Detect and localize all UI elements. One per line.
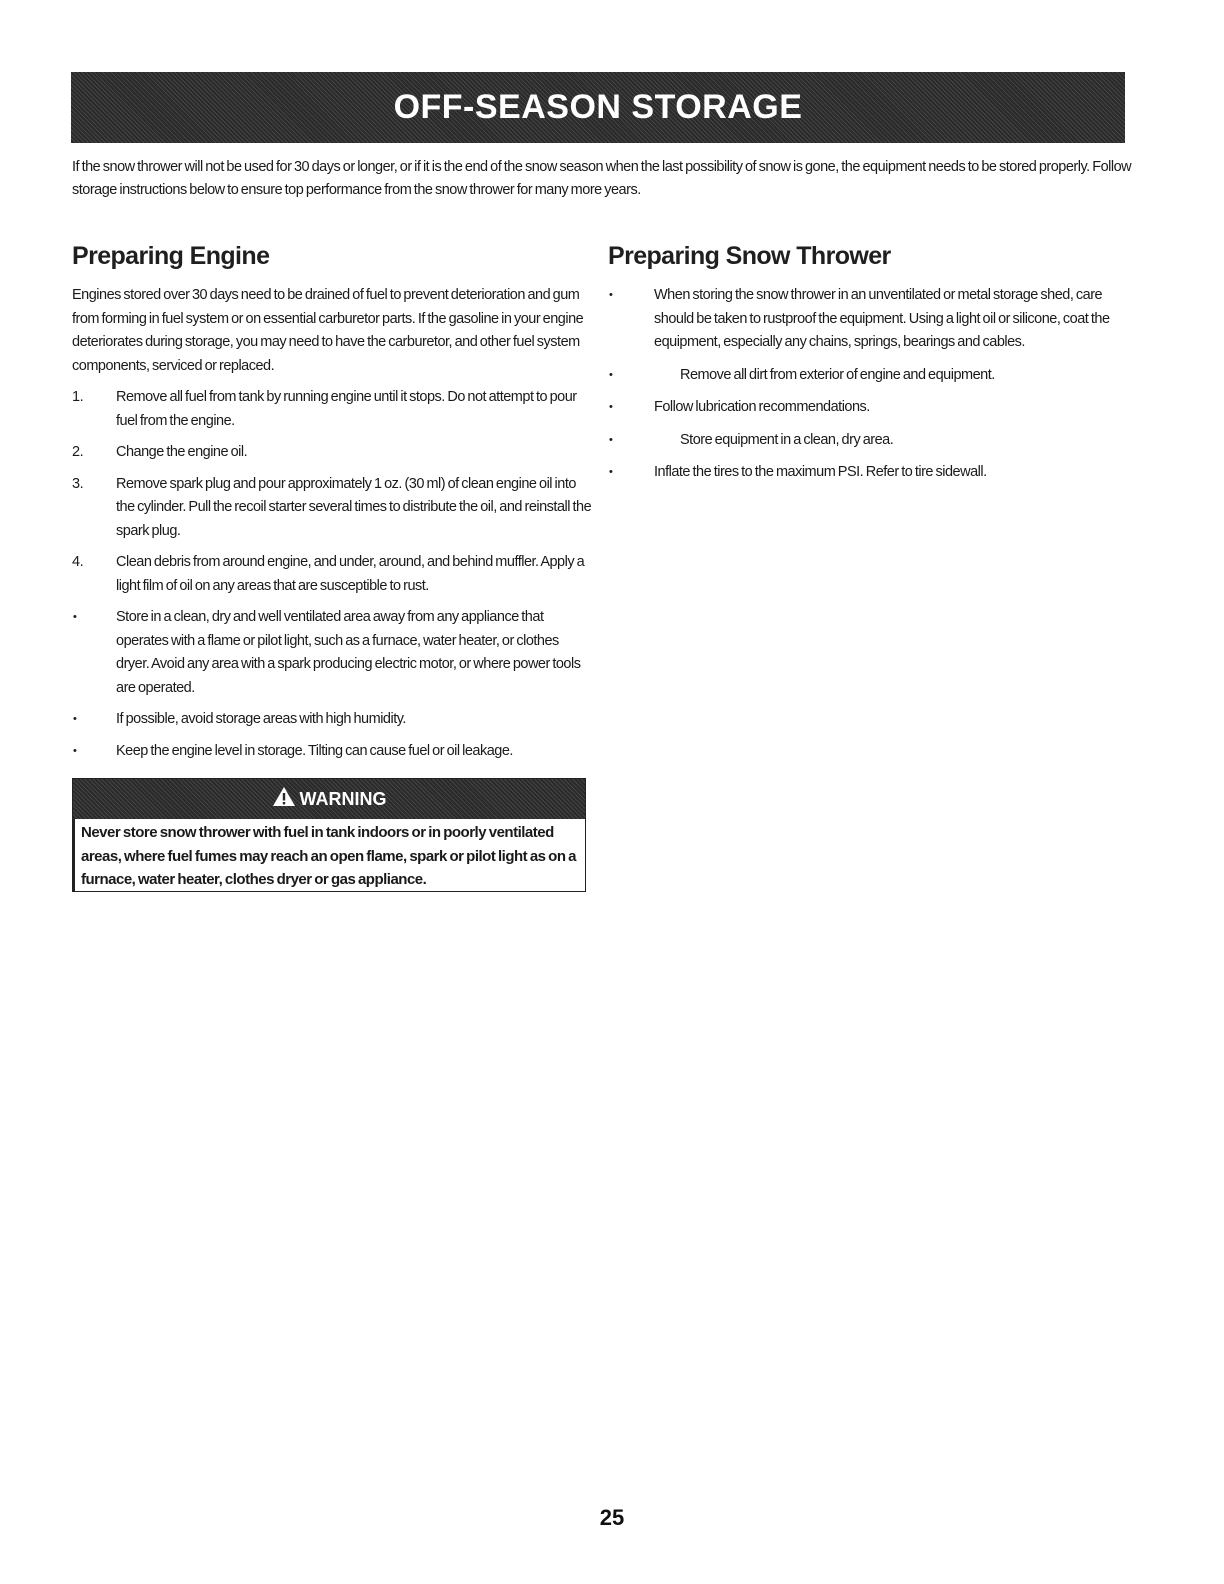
warning-triangle-icon [272, 786, 296, 812]
page-number: 25 [599, 1505, 625, 1530]
list-item [608, 461, 1124, 485]
list-marker: 2. [72, 444, 84, 460]
preparing-snow-thrower-section [608, 240, 1124, 494]
list-item-text: Follow lubrication recommendations. [654, 399, 870, 415]
list-marker: • [609, 289, 613, 301]
list-item [72, 551, 592, 598]
list-item [72, 473, 592, 544]
intro-paragraph: If the snow thrower will not be used for 30 days or longer, or if it is the end of the snow season when the last possibility of snow is gone, the equipment needs to be stored properly. Follow storage instructions below to ensure top performance from the snow thrower for many more years. [72, 159, 1132, 198]
list-item-text: Keep the engine level in storage. Tilting can cause fuel or oil leakage. [116, 742, 513, 759]
list-item-text: Change the engine oil. [116, 444, 248, 460]
list-item [72, 606, 592, 700]
preparing-engine-heading: Preparing Engine [72, 242, 270, 270]
section-title: OFF-SEASON STORAGE [393, 88, 803, 126]
list-item [72, 441, 592, 465]
list-marker: • [609, 368, 613, 381]
list-item [72, 386, 592, 433]
list-marker: 3. [72, 475, 84, 492]
section-banner [71, 72, 1125, 143]
list-marker: • [73, 744, 77, 757]
preparing-engine-section [72, 240, 592, 771]
list-item [72, 740, 592, 764]
list-marker: • [609, 401, 613, 413]
list-marker: • [73, 713, 77, 725]
warning-header [73, 779, 585, 819]
list-marker: • [609, 433, 613, 446]
list-item-text: Remove all fuel from tank by running engine until it stops. Do not attempt to pour fuel from the engine. [116, 389, 577, 429]
list-item-text: Inflate the tires to the maximum PSI. Refer to tire sidewall. [654, 464, 987, 480]
list-item-text: Remove spark plug and pour approximately 1 oz. (30 ml) of clean engine oil into the cylinder. Pull the recoil starter several times to distribute the oil, and reinstall the spark plug. [116, 475, 592, 539]
list-item [608, 429, 1124, 453]
list-marker: • [609, 466, 613, 478]
list-marker: • [73, 611, 77, 623]
list-item-text: Store equipment in a clean, dry area. [680, 431, 894, 448]
list-marker: 4. [72, 554, 84, 570]
warning-label: WARNING [299, 788, 387, 809]
list-item-text: Clean debris from around engine, and under, around, and behind muffler. Apply a light film of oil on any areas that are susceptible to rust. [116, 554, 585, 594]
list-item-text: Remove all dirt from exterior of engine and equipment. [680, 366, 995, 383]
engine-paragraph: Engines stored over 30 days need to be drained of fuel to prevent deterioration and gum from forming in fuel system or on essential carburetor parts. If the gasoline in your engine deteriorates during storage, you may need to have the carburetor, and other fuel system components, serviced or replaced. [72, 287, 584, 374]
list-item-text: When storing the snow thrower in an unventilated or metal storage shed, care should be taken to rustproof the equipment. Using a light oil or silicone, coat the equipment, especially any chains, springs, bearings and cables. [654, 287, 1110, 350]
snow-thrower-list [608, 284, 1124, 485]
list-item-text: If possible, avoid storage areas with high humidity. [116, 711, 406, 727]
list-item [608, 364, 1124, 388]
warning-box [72, 778, 586, 892]
preparing-snow-thrower-heading: Preparing Snow Thrower [608, 242, 891, 270]
engine-steps-list [72, 386, 592, 763]
list-item [608, 284, 1124, 355]
list-item [608, 396, 1124, 420]
list-item-text: Store in a clean, dry and well ventilated area away from any appliance that operates with a flame or pilot light, such as a furnace, water heater, or clothes dryer. Avoid any area with a spark producing electric motor, or where power tools are operated. [116, 609, 581, 696]
list-marker: 1. [72, 389, 84, 405]
list-item [72, 708, 592, 732]
warning-text: Never store snow thrower with fuel in tank indoors or in poorly ventilated areas, where fuel fumes may reach an open flame, spark or pilot light as on a furnace, water heater, clothes dryer or gas appliance. [72, 819, 585, 892]
